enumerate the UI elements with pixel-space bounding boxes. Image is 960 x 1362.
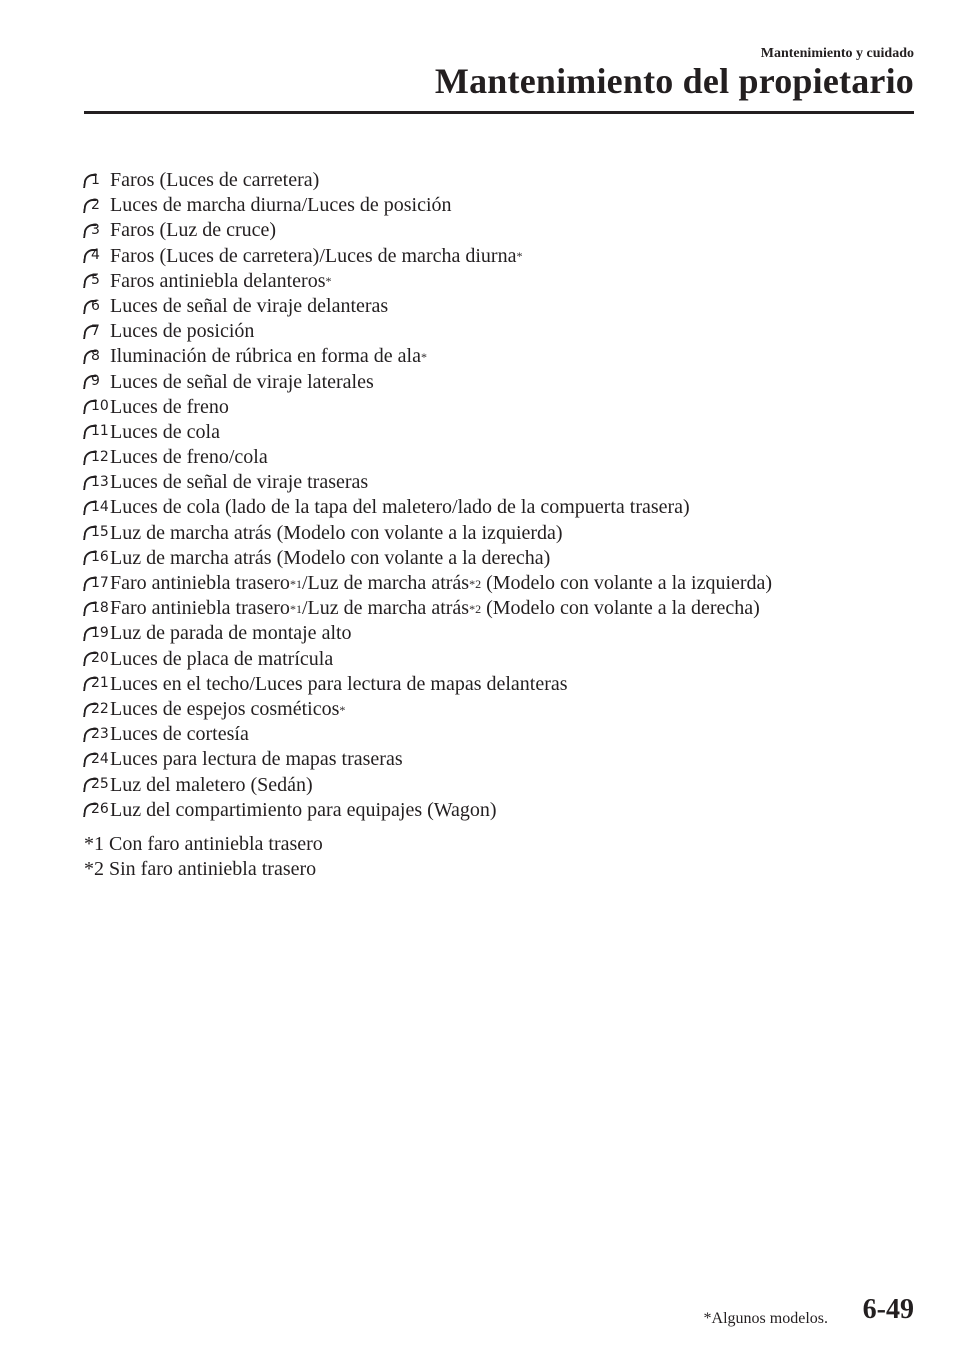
item-number: 6 [84,297,108,317]
item-number: 9 [84,372,108,392]
list-item: 10 Luces de freno [84,395,924,420]
item-number: 14 [84,498,108,518]
item-number: 8 [84,347,108,367]
list-item: 5 Faros antiniebla delanteros * [84,269,924,294]
list-item: 25 Luz del maletero (Sedán) [84,773,924,798]
list-item: 26 Luz del compartimiento para equipajes (Wagon) [84,798,924,823]
list-item: 7 Luces de posición [84,319,924,344]
item-number: 20 [84,649,108,669]
light-list [84,168,924,823]
list-item: 15 Luz de marcha atrás (Modelo con volante a la izquierda) [84,521,924,546]
list-item: 19 Luz de parada de montaje alto [84,621,924,646]
list-item: 14 Luces de cola (lado de la tapa del maletero/lado de la compuerta trasera) [84,495,924,520]
list-item: 2 Luces de marcha diurna/Luces de posición [84,193,924,218]
models-note: *Algunos modelos. [703,1310,828,1327]
item-number: 3 [84,221,108,241]
list-item: 11 Luces de cola [84,420,924,445]
list-item: 6 Luces de señal de viraje delanteras [84,294,924,319]
item-number: 18 [84,599,108,619]
item-number: 16 [84,548,108,568]
item-number: 4 [84,246,108,266]
item-number: 12 [84,448,108,468]
list-item: 12 Luces de freno/cola [84,445,924,470]
list-item: 4 Faros (Luces de carretera)/Luces de marcha diurna * [84,244,924,269]
item-number: 19 [84,624,108,644]
footnotes [84,832,323,882]
item-number: 2 [84,196,108,216]
footnote-1: *1 Con faro antiniebla trasero [84,833,323,855]
list-item: 20 Luces de placa de matrícula [84,647,924,672]
list-item: 24 Luces para lectura de mapas traseras [84,747,924,772]
item-number: 26 [84,800,108,820]
page-title: Mantenimiento del propietario [434,61,914,101]
item-number: 7 [84,322,108,342]
item-number: 21 [84,674,108,694]
list-item: 21 Luces en el techo/Luces para lectura de mapas delanteras [84,672,924,697]
list-item: 23 Luces de cortesía [84,722,924,747]
item-number: 15 [84,523,108,543]
list-item: 17 Faro antiniebla trasero *1 /Luz de marcha atrás *2 (Modelo con volante a la izquierda) [84,571,924,596]
item-number: 22 [84,700,108,720]
item-number: 17 [84,574,108,594]
item-number: 10 [84,397,108,417]
page-number: 6-49 [862,1294,914,1325]
section-title: Mantenimiento y cuidado [760,46,914,61]
item-number: 24 [84,750,108,770]
item-number: 23 [84,725,108,745]
footnote-2: *2 Sin faro antiniebla trasero [84,858,317,880]
header-rule [84,111,914,114]
item-number: 25 [84,775,108,795]
list-item: 22 Luces de espejos cosméticos * [84,697,924,722]
item-number: 13 [84,473,108,493]
item-number: 5 [84,271,108,291]
list-item: 9 Luces de señal de viraje laterales [84,370,924,395]
list-item: 13 Luces de señal de viraje traseras [84,470,924,495]
list-item: 8 Iluminación de rúbrica en forma de ala * [84,344,924,369]
list-item: 16 Luz de marcha atrás (Modelo con volante a la derecha) [84,546,924,571]
list-item: 3 Faros (Luz de cruce) [84,218,924,243]
item-number: 1 [84,171,108,191]
item-number: 11 [84,422,108,442]
list-item: 1 Faros (Luces de carretera) [84,168,924,193]
list-item: 18 Faro antiniebla trasero *1 /Luz de marcha atrás *2 (Modelo con volante a la derecha) [84,596,924,621]
